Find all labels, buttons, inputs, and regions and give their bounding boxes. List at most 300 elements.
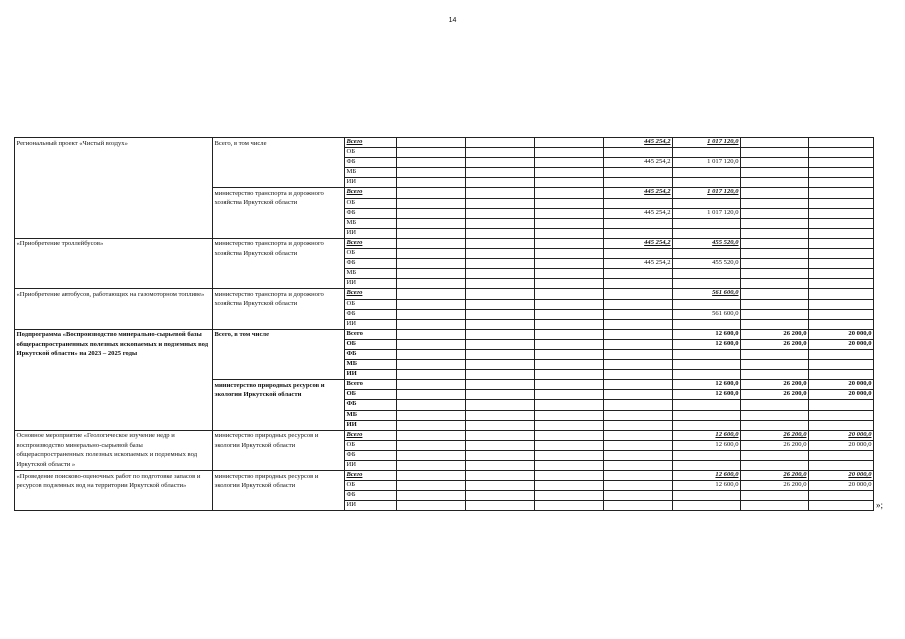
funding-source-cell: ИИ (345, 370, 397, 380)
amount-cell: 26 200,0 (741, 430, 809, 440)
amount-cell (466, 400, 535, 410)
amount-cell (397, 471, 466, 481)
amount-cell (809, 289, 874, 299)
amount-cell (397, 339, 466, 349)
funding-source-cell: Всего (345, 471, 397, 481)
funding-source-cell: ФБ (345, 309, 397, 319)
amount-cell: 1 017 120,0 (673, 158, 741, 168)
amount-cell (535, 430, 604, 440)
funding-source-cell: ОБ (345, 440, 397, 450)
amount-cell (809, 188, 874, 198)
amount-cell (397, 319, 466, 329)
amount-cell (466, 410, 535, 420)
amount-cell: 12 600,0 (673, 329, 741, 339)
amount-cell (535, 471, 604, 481)
amount-cell (741, 259, 809, 269)
budget-table (14, 137, 874, 511)
amount-cell (741, 198, 809, 208)
amount-cell (535, 501, 604, 511)
amount-cell (397, 269, 466, 279)
amount-cell (397, 370, 466, 380)
amount-cell (741, 289, 809, 299)
amount-cell (397, 228, 466, 238)
amount-cell (741, 228, 809, 238)
amount-cell (397, 380, 466, 390)
amount-cell (397, 349, 466, 359)
amount-cell (673, 279, 741, 289)
amount-cell (397, 481, 466, 491)
amount-cell (604, 339, 673, 349)
amount-cell (535, 158, 604, 168)
amount-cell (397, 400, 466, 410)
amount-cell (535, 420, 604, 430)
amount-cell (809, 461, 874, 471)
amount-cell (397, 198, 466, 208)
amount-cell (535, 198, 604, 208)
funding-source-cell: МБ (345, 168, 397, 178)
amount-cell: 20 000,0 (809, 440, 874, 450)
amount-cell (741, 188, 809, 198)
amount-cell (466, 188, 535, 198)
amount-cell (604, 380, 673, 390)
funding-source-cell: Всего (345, 188, 397, 198)
amount-cell (397, 148, 466, 158)
funding-source-cell: ФБ (345, 349, 397, 359)
amount-cell (673, 178, 741, 188)
amount-cell (809, 168, 874, 178)
amount-cell: 20 000,0 (809, 329, 874, 339)
amount-cell (809, 370, 874, 380)
amount-cell (535, 178, 604, 188)
table-row (15, 471, 874, 481)
executor-cell: министерство природных ресурсов и экологии Иркутской области (213, 380, 345, 430)
amount-cell: 12 600,0 (673, 430, 741, 440)
amount-cell (535, 319, 604, 329)
amount-cell: 12 600,0 (673, 471, 741, 481)
funding-source-cell: МБ (345, 360, 397, 370)
amount-cell (397, 279, 466, 289)
amount-cell (466, 299, 535, 309)
amount-cell (741, 178, 809, 188)
amount-cell (741, 218, 809, 228)
amount-cell (466, 501, 535, 511)
amount-cell (673, 400, 741, 410)
amount-cell (397, 249, 466, 259)
amount-cell (397, 208, 466, 218)
executor-cell: Всего, в том числе (213, 329, 345, 379)
amount-cell (397, 168, 466, 178)
program-name-cell: «Проведение поисково-оценочных работ по подготовке запасов и ресурсов подземных вод на территории Иркутской области» (15, 471, 213, 511)
amount-cell (741, 249, 809, 259)
funding-source-cell: МБ (345, 269, 397, 279)
amount-cell: 26 200,0 (741, 339, 809, 349)
page-number: 14 (448, 17, 457, 24)
amount-cell (604, 471, 673, 481)
amount-cell: 26 200,0 (741, 390, 809, 400)
amount-cell (535, 148, 604, 158)
executor-cell: министерство природных ресурсов и экологии Иркутской области (213, 430, 345, 470)
amount-cell (604, 491, 673, 501)
amount-cell (604, 309, 673, 319)
amount-cell (809, 420, 874, 430)
amount-cell (535, 440, 604, 450)
amount-cell (397, 501, 466, 511)
amount-cell: 445 254,2 (604, 208, 673, 218)
funding-source-cell: ИИ (345, 279, 397, 289)
amount-cell (397, 491, 466, 501)
funding-source-cell: ОБ (345, 339, 397, 349)
amount-cell (673, 269, 741, 279)
program-name-cell: «Приобретение троллейбусов» (15, 238, 213, 288)
amount-cell (535, 360, 604, 370)
amount-cell (809, 158, 874, 168)
amount-cell (397, 461, 466, 471)
amount-cell (809, 208, 874, 218)
funding-source-cell: МБ (345, 218, 397, 228)
amount-cell (809, 138, 874, 148)
amount-cell (673, 148, 741, 158)
amount-cell (604, 249, 673, 259)
amount-cell (466, 380, 535, 390)
amount-cell (397, 218, 466, 228)
amount-cell (604, 299, 673, 309)
amount-cell (466, 198, 535, 208)
amount-cell (535, 349, 604, 359)
amount-cell (535, 249, 604, 259)
amount-cell (604, 461, 673, 471)
amount-cell (673, 168, 741, 178)
program-name-cell: Региональный проект «Чистый воздух» (15, 138, 213, 239)
amount-cell (466, 349, 535, 359)
amount-cell (466, 249, 535, 259)
amount-cell (809, 178, 874, 188)
amount-cell: 26 200,0 (741, 471, 809, 481)
amount-cell (466, 319, 535, 329)
amount-cell (397, 360, 466, 370)
amount-cell: 20 000,0 (809, 481, 874, 491)
amount-cell (466, 228, 535, 238)
amount-cell: 561 600,0 (673, 309, 741, 319)
amount-cell (741, 269, 809, 279)
funding-source-cell: ФБ (345, 158, 397, 168)
amount-cell (466, 390, 535, 400)
amount-cell (466, 168, 535, 178)
amount-cell (466, 259, 535, 269)
amount-cell: 26 200,0 (741, 440, 809, 450)
amount-cell (604, 501, 673, 511)
funding-source-cell: Всего (345, 430, 397, 440)
amount-cell (673, 218, 741, 228)
amount-cell (535, 380, 604, 390)
funding-source-cell: Всего (345, 380, 397, 390)
funding-source-cell: ИИ (345, 178, 397, 188)
amount-cell (397, 410, 466, 420)
amount-cell (397, 430, 466, 440)
amount-cell (604, 148, 673, 158)
amount-cell (535, 259, 604, 269)
amount-cell: 445 254,2 (604, 138, 673, 148)
amount-cell (466, 218, 535, 228)
amount-cell (535, 238, 604, 248)
amount-cell (604, 329, 673, 339)
funding-source-cell: Всего (345, 329, 397, 339)
program-name-cell: «Приобретение автобусов, работающих на газомоторном топливе» (15, 289, 213, 329)
amount-cell (809, 349, 874, 359)
funding-source-cell: ФБ (345, 400, 397, 410)
funding-source-cell: ФБ (345, 259, 397, 269)
amount-cell (535, 309, 604, 319)
amount-cell (604, 390, 673, 400)
program-name-cell: Подпрограмма «Воспроизводство минерально-сырьевой базы общераспространенных полезных ископаемых и подземных вод Иркутской области» на 2023 – 2025 годы (15, 329, 213, 430)
amount-cell (673, 410, 741, 420)
amount-cell (466, 440, 535, 450)
amount-cell (535, 390, 604, 400)
amount-cell: 26 200,0 (741, 481, 809, 491)
amount-cell: 445 254,2 (604, 188, 673, 198)
amount-cell (741, 158, 809, 168)
table-row (15, 138, 874, 148)
amount-cell: 445 254,2 (604, 259, 673, 269)
amount-cell (604, 279, 673, 289)
amount-cell (466, 178, 535, 188)
amount-cell: 20 000,0 (809, 390, 874, 400)
funding-source-cell: МБ (345, 410, 397, 420)
amount-cell (809, 400, 874, 410)
amount-cell (604, 178, 673, 188)
amount-cell (535, 228, 604, 238)
amount-cell (535, 299, 604, 309)
amount-cell (535, 370, 604, 380)
amount-cell (604, 198, 673, 208)
amount-cell (741, 501, 809, 511)
amount-cell (673, 501, 741, 511)
amount-cell (466, 471, 535, 481)
amount-cell (604, 319, 673, 329)
amount-cell: 1 017 120,0 (673, 208, 741, 218)
executor-cell: Всего, в том числе (213, 138, 345, 188)
amount-cell (741, 148, 809, 158)
amount-cell (809, 410, 874, 420)
amount-cell (535, 450, 604, 460)
amount-cell: 26 200,0 (741, 380, 809, 390)
amount-cell: 445 254,2 (604, 238, 673, 248)
executor-cell: министерство природных ресурсов и экологии Иркутской области (213, 471, 345, 511)
amount-cell (466, 329, 535, 339)
amount-cell: 20 000,0 (809, 430, 874, 440)
amount-cell: 20 000,0 (809, 380, 874, 390)
amount-cell (673, 461, 741, 471)
amount-cell: 455 520,0 (673, 259, 741, 269)
amount-cell: 1 017 120,0 (673, 188, 741, 198)
amount-cell (741, 319, 809, 329)
amount-cell (466, 148, 535, 158)
amount-cell (397, 450, 466, 460)
funding-source-cell: ИИ (345, 228, 397, 238)
amount-cell (604, 370, 673, 380)
amount-cell (741, 461, 809, 471)
amount-cell (741, 370, 809, 380)
amount-cell (809, 491, 874, 501)
amount-cell (604, 218, 673, 228)
amount-cell (809, 319, 874, 329)
amount-cell (673, 360, 741, 370)
amount-cell (397, 440, 466, 450)
amount-cell (466, 491, 535, 501)
amount-cell (741, 450, 809, 460)
amount-cell (809, 269, 874, 279)
table-row (15, 289, 874, 299)
funding-source-cell: Всего (345, 289, 397, 299)
amount-cell (397, 158, 466, 168)
executor-cell: министерство транспорта и дорожного хозяйства Иркутской области (213, 188, 345, 238)
amount-cell (604, 349, 673, 359)
amount-cell: 455 520,0 (673, 238, 741, 248)
amount-cell (466, 269, 535, 279)
funding-source-cell: ОБ (345, 148, 397, 158)
amount-cell (535, 279, 604, 289)
amount-cell: 12 600,0 (673, 339, 741, 349)
amount-cell (673, 319, 741, 329)
funding-source-cell: ОБ (345, 299, 397, 309)
amount-cell (809, 198, 874, 208)
amount-cell (673, 420, 741, 430)
amount-cell (741, 400, 809, 410)
table-row (15, 329, 874, 339)
amount-cell: 12 600,0 (673, 481, 741, 491)
amount-cell (809, 450, 874, 460)
amount-cell (466, 360, 535, 370)
amount-cell (466, 309, 535, 319)
amount-cell (535, 461, 604, 471)
amount-cell (741, 299, 809, 309)
program-name-cell: Основное мероприятие «Геологическое изучение недр и воспроизводство минерально-сырьевой базы общераспространенных полезных ископаемых и подземных вод Иркутской области » (15, 430, 213, 470)
amount-cell (741, 309, 809, 319)
amount-cell (466, 238, 535, 248)
funding-source-cell: ИИ (345, 461, 397, 471)
funding-source-cell: ИИ (345, 420, 397, 430)
amount-cell (397, 329, 466, 339)
amount-cell (604, 228, 673, 238)
amount-cell (809, 238, 874, 248)
funding-source-cell: ОБ (345, 481, 397, 491)
amount-cell (673, 491, 741, 501)
amount-cell (397, 420, 466, 430)
amount-cell (535, 289, 604, 299)
amount-cell (741, 349, 809, 359)
amount-cell (535, 188, 604, 198)
amount-cell: 12 600,0 (673, 390, 741, 400)
amount-cell (604, 289, 673, 299)
amount-cell (397, 178, 466, 188)
amount-cell (741, 420, 809, 430)
amount-cell: 20 000,0 (809, 339, 874, 349)
amount-cell: 1 017 120,0 (673, 138, 741, 148)
amount-cell (604, 269, 673, 279)
amount-cell (741, 410, 809, 420)
amount-cell (741, 208, 809, 218)
amount-cell: 561 600,0 (673, 289, 741, 299)
amount-cell (809, 360, 874, 370)
amount-cell (466, 279, 535, 289)
amount-cell: 12 600,0 (673, 380, 741, 390)
table-row (15, 430, 874, 440)
executor-cell: министерство транспорта и дорожного хозяйства Иркутской области (213, 238, 345, 288)
amount-cell (809, 279, 874, 289)
amount-cell (466, 138, 535, 148)
amount-cell (604, 430, 673, 440)
amount-cell (673, 349, 741, 359)
amount-cell (741, 279, 809, 289)
amount-cell (466, 370, 535, 380)
amount-cell (397, 289, 466, 299)
amount-cell (809, 249, 874, 259)
amount-cell (673, 228, 741, 238)
amount-cell (466, 450, 535, 460)
amount-cell (397, 309, 466, 319)
amount-cell (466, 461, 535, 471)
amount-cell (535, 208, 604, 218)
funding-source-cell: ФБ (345, 450, 397, 460)
amount-cell (466, 158, 535, 168)
executor-cell: министерство транспорта и дорожного хозяйства Иркутской области (213, 289, 345, 329)
amount-cell (535, 491, 604, 501)
closing-quote-mark: »; (876, 500, 884, 510)
amount-cell (741, 360, 809, 370)
amount-cell (397, 299, 466, 309)
amount-cell (466, 339, 535, 349)
funding-source-cell: ОБ (345, 390, 397, 400)
amount-cell: 12 600,0 (673, 440, 741, 450)
amount-cell (741, 138, 809, 148)
amount-cell (397, 238, 466, 248)
funding-source-cell: ФБ (345, 491, 397, 501)
amount-cell (809, 218, 874, 228)
amount-cell (809, 228, 874, 238)
amount-cell (809, 299, 874, 309)
funding-source-cell: ФБ (345, 208, 397, 218)
amount-cell (535, 138, 604, 148)
amount-cell (466, 481, 535, 491)
amount-cell (535, 329, 604, 339)
amount-cell (673, 450, 741, 460)
amount-cell (604, 400, 673, 410)
amount-cell (535, 400, 604, 410)
amount-cell (466, 430, 535, 440)
amount-cell (604, 168, 673, 178)
amount-cell (673, 370, 741, 380)
funding-source-cell: Всего (345, 138, 397, 148)
funding-source-cell: ОБ (345, 198, 397, 208)
amount-cell (809, 259, 874, 269)
amount-cell (397, 259, 466, 269)
amount-cell: 20 000,0 (809, 471, 874, 481)
amount-cell (604, 410, 673, 420)
amount-cell (673, 198, 741, 208)
amount-cell (397, 138, 466, 148)
funding-source-cell: ОБ (345, 249, 397, 259)
amount-cell (535, 339, 604, 349)
amount-cell (535, 269, 604, 279)
amount-cell (673, 249, 741, 259)
amount-cell: 26 200,0 (741, 329, 809, 339)
amount-cell (604, 360, 673, 370)
amount-cell (466, 420, 535, 430)
amount-cell (809, 148, 874, 158)
amount-cell (466, 289, 535, 299)
amount-cell (741, 491, 809, 501)
amount-cell (604, 450, 673, 460)
amount-cell (604, 420, 673, 430)
